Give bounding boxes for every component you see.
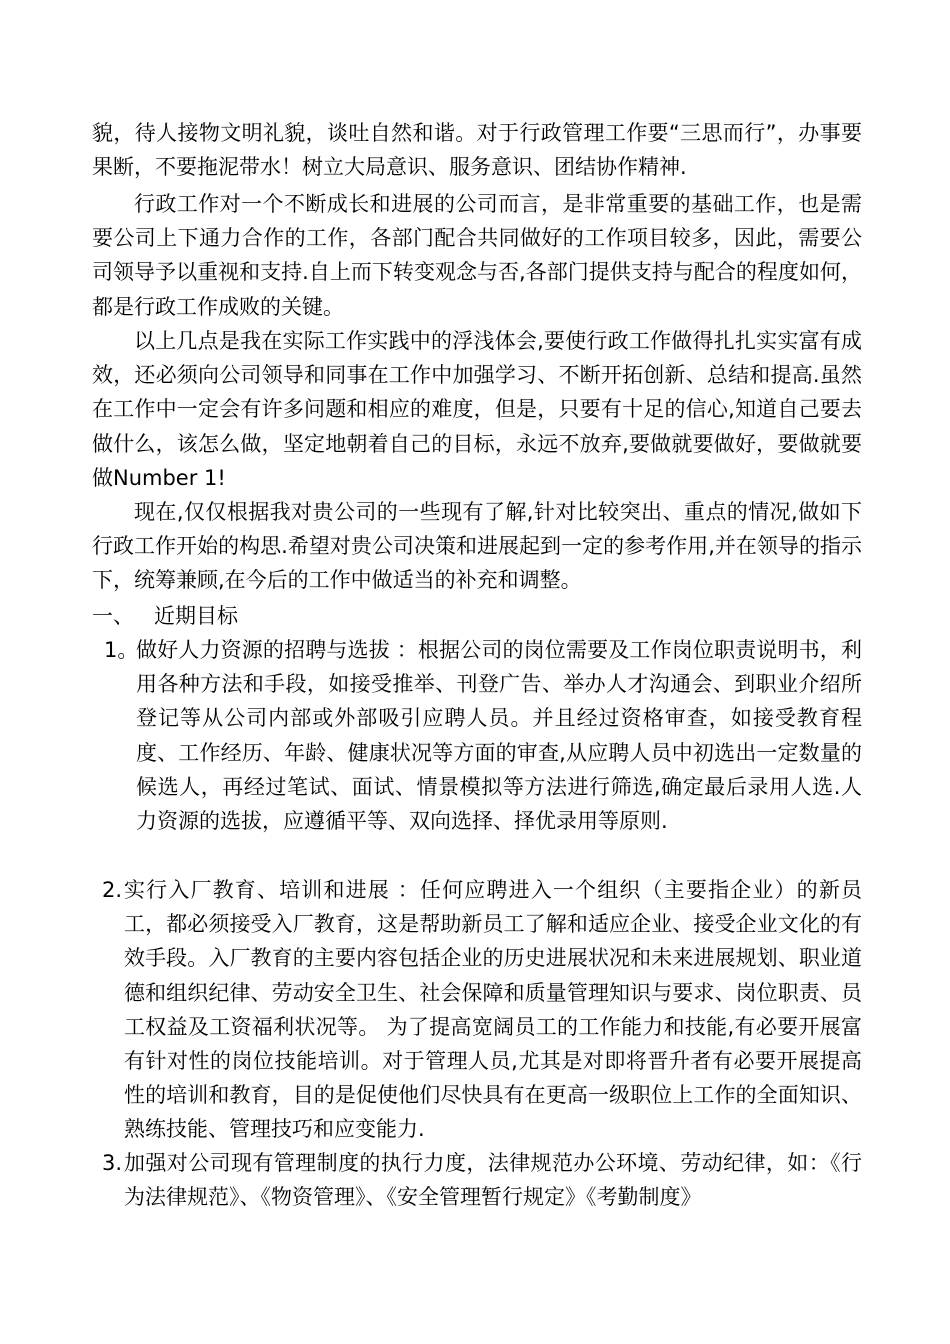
paragraph-1: 貌，待人接物文明礼貌，谈吐自然和谐。对于行政管理工作要“三思而行”，办事要果断，不要拖泥带水！树立大局意识、服务意识、团结协作精神. [92, 121, 862, 180]
list-item-number: 1。 [104, 638, 139, 662]
paragraph-2: 行政工作对一个不断成长和进展的公司而言，是非常重要的基础工作，也是需要公司上下通力合作的工作，各部门配合共同做好的工作项目较多，因此，需要公司领导予以重视和支持.自上而下转变观念与否,各部门提供支持与配合的程度如何，都是行政工作成败的关键。 [92, 192, 862, 319]
list-item-number: 3. [102, 1151, 123, 1175]
paragraph-3: 以上几点是我在实际工作实践中的浮浅体会,要使行政工作做得扎扎实实富有成效，还必须向公司领导和同事在工作中加强学习、不断开拓创新、总结和提高.虽然在工作中一定会有许多问题和相应的难度，但是，只要有十足的信心,知道自己要去做什么，该怎么做，坚定地朝着自己的目标，永远不放弃,要做就要做好，要做就要做Number 1! [92, 329, 862, 490]
list-item-2 [92, 873, 862, 1147]
section-heading-title: 近期目标 [154, 604, 239, 628]
section-heading-number: 一、 [92, 604, 134, 628]
list-item-text: 加强对公司现有管理制度的执行力度，法律规范办公环境、劳动纪律，如：《行为法律规范》、《物资管理》、《安全管理暂行规定》《考勤制度》 [124, 1151, 862, 1210]
paragraph-4: 现在,仅仅根据我对贵公司的一些现有了解,针对比较突出、重点的情况,做如下行政工作开始的构思.希望对贵公司决策和进展起到一定的参考作用,并在领导的指示下，统筹兼顾,在今后的工作中做适当的补充和调整。 [92, 500, 862, 593]
section-heading [92, 599, 238, 633]
list-item-text: 实行入厂教育、培训和进展 ：任何应聘进入一个组织（主要指企业）的新员工，都必须接受入厂教育，这是帮助新员工了解和适应企业、接受企业文化的有效手段。入厂教育的主要内容包括企业的历史进展状况和未来进展规划、职业道德和组织纪律、劳动安全卫生、社会保障和质量管理知识与要求、岗位职责、员工权益及工资福利状况等。 为了提高宽阔员工的工作能力和技能,有必要开展富有针对性的岗位技能培训。对于管理人员,尤其是对即将晋升者有必要开展提高性的培训和教育，目的是促使他们尽快具有在更高一级职位上工作的全面知识、熟练技能、管理技巧和应变能力. [124, 878, 862, 1142]
list-item-text: 做好人力资源的招聘与选拔 ：根据公司的岗位需要及工作岗位职责说明书，利用各种方法和手段，如接受推举、刊登广告、举办人才沟通会、到职业介绍所登记等从公司内部或外部吸引应聘人员。并且经过资格审查，如接受教育程度、工作经历、年龄、健康状况等方面的审查,从应聘人员中初选出一定数量的候选人，再经过笔试、面试、情景模拟等方法进行筛选,确定最后录用人选.人力资源的选拔，应遵循平等、双向选择、择优录用等原则. [136, 638, 862, 834]
list-item-number: 2. [102, 878, 123, 902]
list-item-3 [92, 1146, 862, 1214]
list-item-1 [92, 633, 862, 838]
